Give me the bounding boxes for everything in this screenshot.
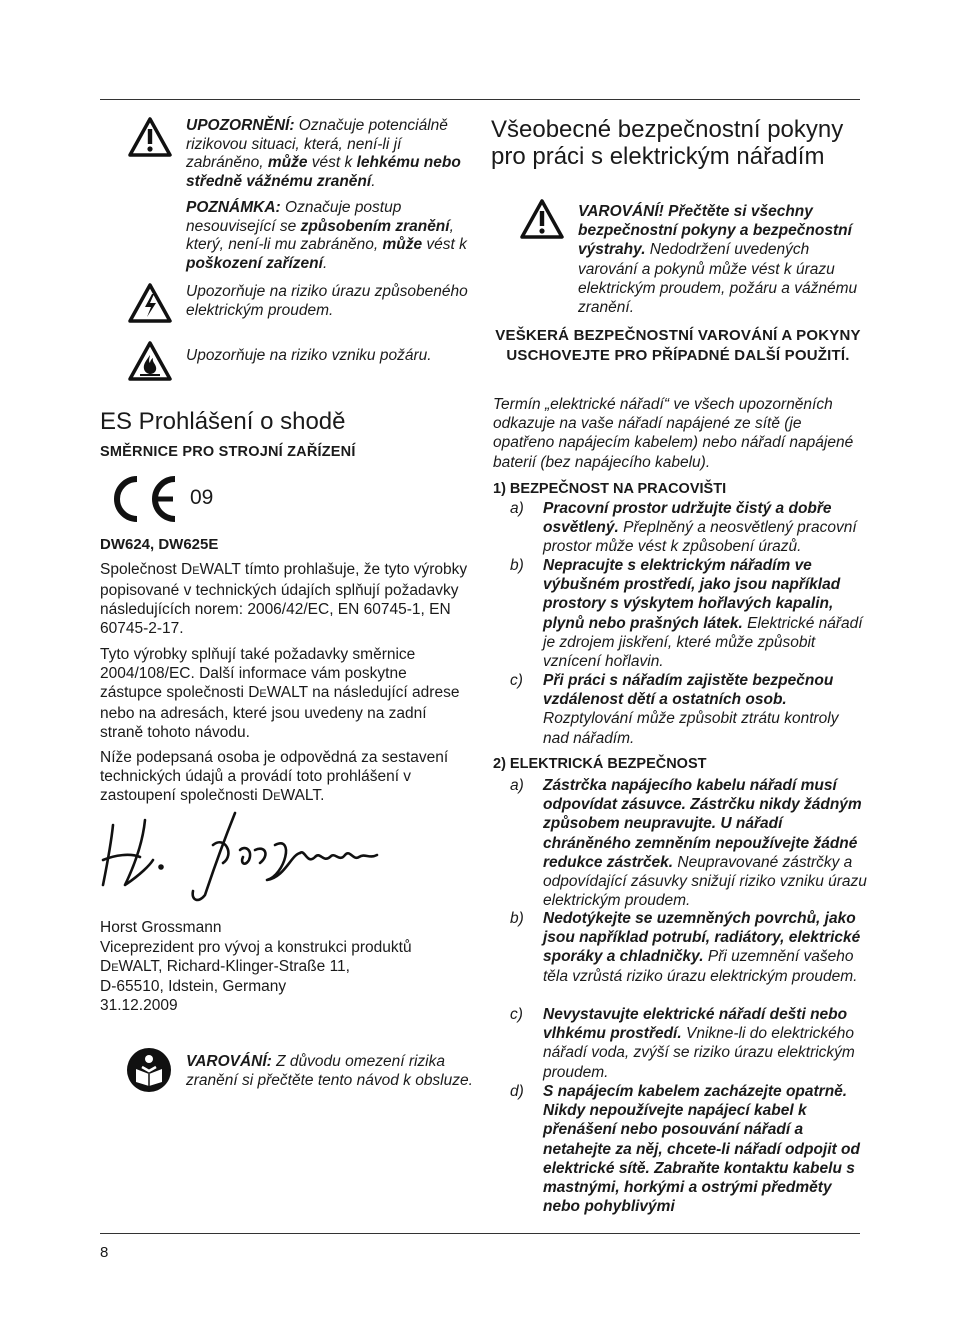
signature-image: [95, 805, 395, 905]
declaration-date: 31.12.2009: [100, 997, 178, 1014]
ce-year: 09: [190, 486, 214, 509]
directive-heading: SMĚRNICE PRO STROJNÍ ZAŘÍZENÍ: [100, 444, 356, 460]
electric-hazard-icon: [128, 283, 172, 323]
bottom-rule: [100, 1233, 860, 1234]
section-1-heading: 1) BEZPEČNOST NA PRACOVIŠTI: [493, 481, 727, 497]
read-manual-notice: [100, 1047, 480, 1117]
page-number: 8: [100, 1244, 109, 1261]
declaration-paragraph-2: Tyto výrobky splňují také požadavky směrnice 2004/108/EC. Další informace vám poskytne zástupce společnosti DEWALT na následující adrese nebo na adresách, které jsou uvedeny na zadní straně tohoto návodu.: [100, 646, 460, 741]
read-manual-text: VAROVÁNÍ: Z důvodu omezení rizika zranění si přečtěte tento návod k obsluze.: [186, 1053, 473, 1089]
ce-mark-icon: [103, 475, 183, 523]
keep-instructions-heading: VEŠKERÁ BEZPEČNOSTNÍ VAROVÁNÍ A POKYNY USCHOVEJTE PRO PŘÍPADNÉ DALŠÍ POUŽITÍ.: [495, 327, 861, 364]
declaration-paragraph-3: Níže podepsaná osoba je odpovědná za sestavení technických údajů a provádí toto prohlášení v zastoupení společnosti DEWALT.: [100, 749, 449, 804]
signer-name: Horst Grossmann: [100, 919, 222, 936]
fire-notice: [100, 343, 480, 383]
section-2-heading: 2) ELEKTRICKÁ BEZPEČNOST: [493, 756, 707, 772]
fire-text: Upozorňuje na riziko vzniku požáru.: [186, 347, 432, 364]
read-manual-icon: [126, 1047, 172, 1093]
fire-hazard-icon: [128, 341, 172, 381]
company-address-1: DEWALT, Richard-Klinger-Straße 11,: [100, 958, 350, 975]
warning-triangle-icon: [520, 199, 564, 239]
signer-title: Viceprezident pro vývoj a konstrukci produktů: [100, 939, 412, 956]
declaration-title: ES Prohlášení o shodě: [100, 408, 346, 435]
note-notice: [100, 199, 480, 279]
safety-title: Všeobecné bezpečnostní pokyny pro práci s elektrickým nářadím: [491, 116, 844, 170]
warning-triangle-icon: [128, 117, 172, 157]
power-tool-term: Termín „elektrické nářadí“ ve všech upozorněních odkazuje na vaše nářadí napájené ze sítě (je opatřeno napájecím kabelem) nebo nářadí napájené baterií (bez napájecího kabelu).: [493, 396, 854, 471]
declaration-paragraph-1: Společnost DEWALT tímto prohlašuje, že tyto výrobky popisované v technických údajích splňují požadavky následujících norem: 2006/42/EC, EN 60745-1, EN 60745-2-17.: [100, 561, 468, 637]
company-address-2: D-65510, Idstein, Germany: [100, 978, 287, 995]
general-warning-text: VAROVÁNÍ! Přečtěte si všechny bezpečnostní pokyny a bezpečnostní výstrahy. Nedodržení uvedených varování a pokynů může vést k úrazu elektrickým proudem, požáru a vážnému zranění.: [578, 203, 858, 317]
top-rule: [100, 99, 860, 100]
electric-text: Upozorňuje na riziko úrazu způsobeného elektrickým proudem.: [186, 283, 468, 319]
caution-text: UPOZORNĚNÍ: Označuje potenciálně rizikovou situaci, která, není-li jí zabráněno, může vést k lehkému nebo středně vážnému zranění.: [186, 117, 461, 190]
caution-notice: [100, 117, 480, 197]
electric-notice: [100, 283, 480, 328]
note-text: POZNÁMKA: Označuje postup nesouvisející se způsobením zranění, který, není-li mu zabráněno, může vést k poškození zařízení.: [186, 199, 467, 272]
model-numbers: DW624, DW625E: [100, 536, 219, 553]
